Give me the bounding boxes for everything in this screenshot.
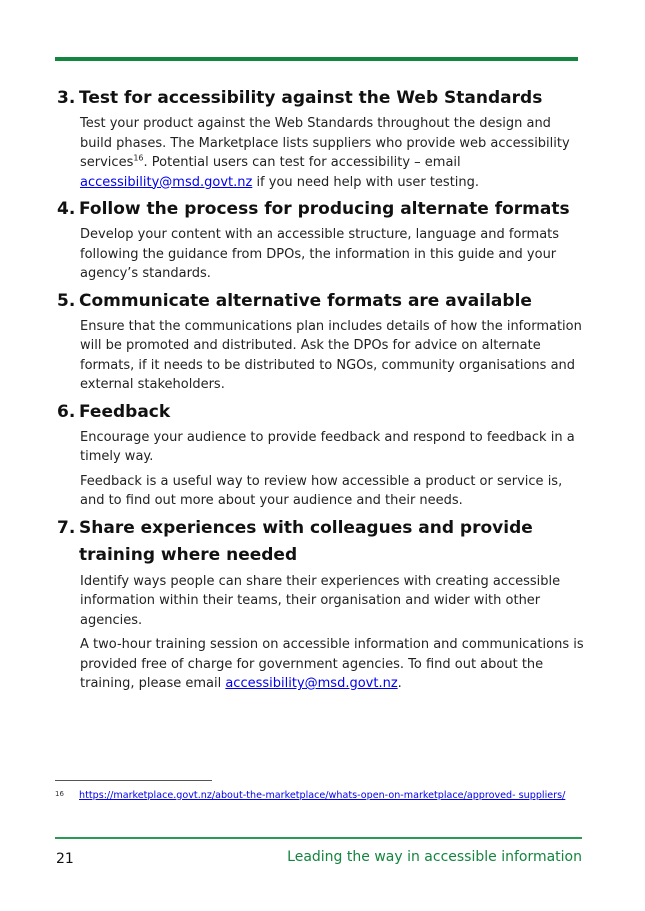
section-7-paragraph-1: Identify ways people can share their experiences with creating accessible information within their teams, their organisation and wider with other agencies. [80,573,561,628]
section-5-paragraph: Ensure that the communications plan includes details of how the information will be promoted and distributed. Ask the DPOs for advice on alternate formats, if it needs to be distributed to NGOs, community organisations and external stakeholders. [80,318,582,392]
footnote-separator [55,780,212,781]
email-link[interactable]: accessibility@msd.govt.nz [225,676,398,691]
footnote-link[interactable]: https://marketplace.govt.nz/about-the-marketplace/whats-open-on-marketplace/approved- suppliers/ [79,790,566,801]
page-number: 21 [56,851,74,867]
footer-title: Leading the way in accessible information [287,849,582,865]
section-heading-7: 7. Share experiences with colleagues and provide training where needed [57,517,533,565]
section-heading-6: 6. Feedback [57,401,171,422]
footnote-ref[interactable]: 16 [133,153,144,163]
section-heading-3: 3. Test for accessibility against the Web Standards [57,88,543,108]
section-3-paragraph: Test your product against the Web Standards throughout the design and build phases. The Marketplace lists suppliers who provide web accessibility services$^{16}$. Potential users can test for accessibility – email accessibility@msd.govt.nz if you need help with user testing. [80,116,570,190]
section-4-paragraph: Develop your content with an accessible structure, language and formats following the guidance from DPOs, the information in this guide and your agency’s standards. [80,227,560,281]
section-6-paragraph-1: Encourage your audience to provide feedback and respond to feedback in a timely way. [80,429,575,464]
footnote: 16 https://marketplace.govt.nz/about-the-marketplace/whats-open-on-marketplace/approved- suppliers/ [55,790,566,801]
page-content [57,85,602,694]
section-heading-5: 5. Communicate alternative formats are available [57,290,532,311]
section-heading-4: 4. Follow the process for producing alternate formats [57,199,570,219]
section-6-paragraph-2: Feedback is a useful way to review how accessible a product or service is, and to find out more about your audience and their needs. [80,473,563,508]
section-7-paragraph-2: A two-hour training session on accessible information and communications is provided free of charge for government agencies. To find out about the training, please email accessibility@msd.govt.nz. [80,637,584,691]
email-link[interactable]: accessibility@msd.govt.nz [80,174,253,190]
header-rule [55,57,578,61]
footer-rule [55,837,582,839]
